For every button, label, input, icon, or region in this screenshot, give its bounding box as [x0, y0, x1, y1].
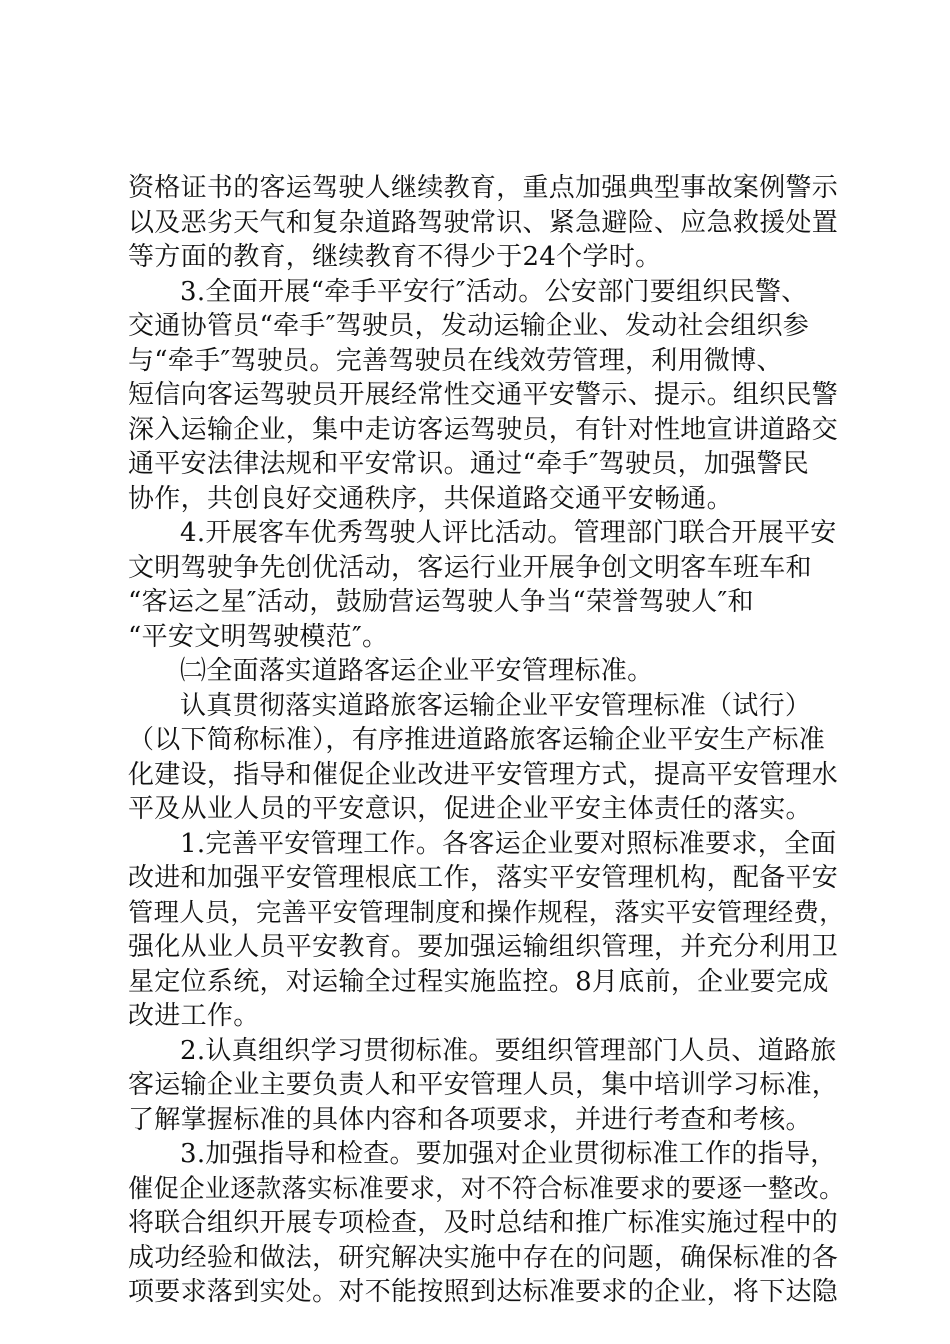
text-line: 资格证书的客运驾驶人继续教育，重点加强典型事故案例警示	[128, 173, 839, 203]
text-line: 3.加强指导和检查。要加强对企业贯彻标准工作的指导，	[180, 1139, 837, 1169]
text-line: 强化从业人员平安教育。要加强运输组织管理，并充分利用卫	[128, 932, 839, 962]
text-line: 与“牵手″驾驶员。完善驾驶员在线效劳管理，利用微博、	[128, 345, 783, 376]
text-line: “平安文明驾驶模范″。	[128, 621, 389, 652]
text-line: 改进和加强平安管理根底工作，落实平安管理机构，配备平安	[128, 863, 839, 893]
text-line: 管理人员，完善平安管理制度和操作规程，落实平安管理经费，	[128, 897, 845, 927]
text-line: 平及从业人员的平安意识，促进企业平安主体责任的落实。	[128, 794, 812, 824]
text-line: 认真贯彻落实道路旅客运输企业平安管理标准（试行）	[180, 690, 812, 721]
text-line: 深入运输企业，集中走访客运驾驶员，有针对性地宣讲道路交	[128, 414, 839, 445]
text-line: 催促企业逐款落实标准要求，对不符合标准要求的要逐一整改。	[128, 1173, 845, 1203]
text-line: 化建设，指导和催促企业改进平安管理方式，提高平安管理水	[128, 759, 839, 790]
text-line: 交通协管员“牵手″驾驶员，发动运输企业、发动社会组织参	[128, 311, 810, 341]
text-line: 1.完善平安管理工作。各客运企业要对照标准要求，全面	[180, 828, 837, 859]
text-line: 项要求落到实处。对不能按照到达标准要求的企业，将下达隐	[128, 1277, 839, 1307]
text-line: 客运输企业主要负责人和平安管理人员，集中培训学习标准，	[128, 1070, 839, 1100]
text-line: 2.认真组织学习贯彻标准。要组织管理部门人员、道路旅	[180, 1035, 837, 1066]
text-line: 了解掌握标准的具体内容和各项要求，并进行考查和考核。	[128, 1104, 812, 1135]
text-line: ㈡全面落实道路客运企业平安管理标准。	[180, 656, 654, 686]
text-line: 成功经验和做法，研究解决实施中存在的问题，确保标准的各	[128, 1242, 839, 1273]
text-line: 4.开展客车优秀驾驶人评比活动。管理部门联合开展平安	[180, 518, 837, 548]
text-line: 等方面的教育，继续教育不得少于24个学时。	[128, 242, 662, 272]
text-line: 文明驾驶争先创优活动，客运行业开展争创文明客车班车和	[128, 552, 812, 583]
text-line: 星定位系统，对运输全过程实施监控。8月底前，企业要完成	[128, 966, 829, 997]
text-line: （以下简称标准），有序推进道路旅客运输企业平安生产标准	[128, 725, 826, 755]
text-line: 通平安法律法规和平安常识。通过“牵手″驾驶员，加强警民	[128, 449, 810, 479]
text-line: 将联合组织开展专项检查，及时总结和推广标准实施过程中的	[128, 1208, 839, 1238]
text-line: 改进工作。	[128, 1001, 260, 1031]
text-line: 协作，共创良好交通秩序，共保道路交通平安畅通。	[128, 483, 733, 514]
text-line: “客运之星″活动，鼓励营运驾驶人争当“荣誉驾驶人″和	[128, 587, 754, 617]
document-body	[128, 171, 848, 1310]
text-line: 以及恶劣天气和复杂道路驾驶常识、紧急避险、应急救援处置	[128, 207, 839, 238]
text-line: 3.全面开展“牵手平安行″活动。公安部门要组织民警、	[180, 276, 808, 307]
text-line: 短信向客运驾驶员开展经常性交通平安警示、提示。组织民警	[128, 380, 839, 410]
